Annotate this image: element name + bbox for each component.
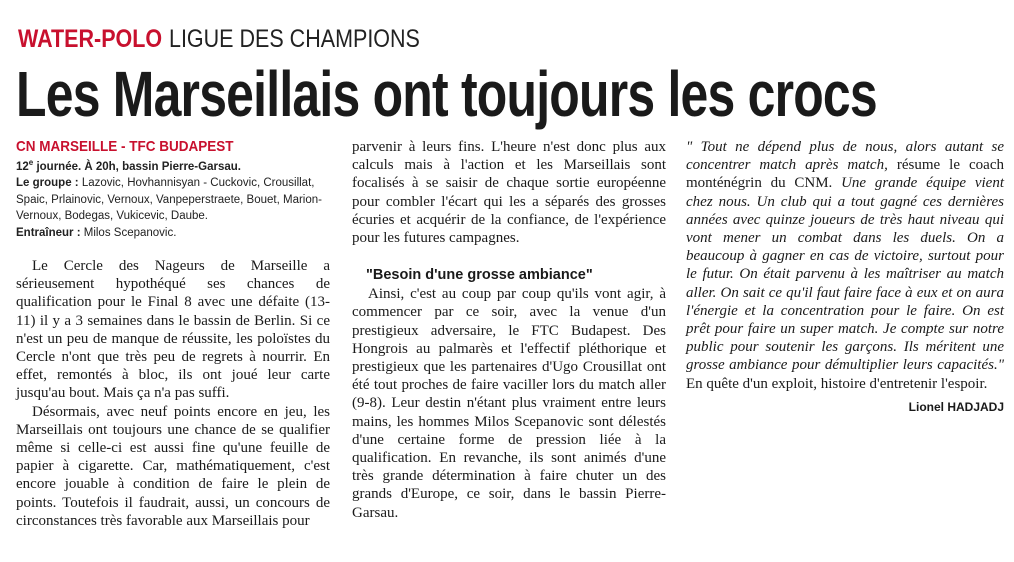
round-suffix: e	[28, 158, 34, 168]
round-number: 12	[16, 161, 29, 173]
paragraph-3: Ainsi, c'est au coup par coup qu'ils vont agir, à commencer par ce soir, avec la venue d'un prestigieux adversaire, le FTC Budapest. Des Hongrois au palmarès et l'effectif pléthorique et prestigieux que les partenaires d'Ugo Crousillat ont été tout proches de faire vaciller lors du match aller (9-8). Leur destin n'étant plus vraiment entre leurs mains, les hommes Milos Scepanovic sont délestés d'une certaine forme de pression liée à la qualification. En revanche, ils sont animés d'une très grande détermination à faire chuter un des grands d'Europe, ce soir, dans le bassin Pierre-Garsau.	[352, 286, 666, 521]
round-text: journée. À 20h, bassin Pierre-Garsau.	[33, 161, 241, 173]
squad-line	[16, 175, 330, 224]
closing-sentence: En quête d'un exploit, histoire d'entretenir l'espoir.	[686, 375, 988, 392]
coach-label: Entraîneur :	[16, 226, 81, 239]
section-kicker	[18, 24, 420, 54]
intertitle: "Besoin d'une grosse ambiance"	[366, 267, 593, 284]
paragraph-2: Désormais, avec neuf points encore en jeu, les Marseillais ont toujours une chance de se qualifier même si celle-ci est aussi fine qu'une feuille de papier à cigarette. Car, mathématiquement, c'est encore jouable à condition de faire le plein de points. Toutefois il faudrait, aussi, un concours de circonstances très favorable aux Marseillais pour	[16, 403, 330, 529]
paragraph-2-continued: parvenir à leurs fins. L'heure n'est donc plus aux calculs mais à l'action et les Marseillais sont focalisés à se saisir de chaque sortie européenne pour combler l'écart qui les a séparés des grosses écuries et acquérir de la confiance, de l'expérience pour les futures campagnes.	[352, 139, 666, 247]
paragraph-3-continued	[686, 138, 1004, 393]
coach-name: Milos Scepanovic.	[80, 226, 177, 239]
coach-line	[16, 225, 330, 241]
sport-label: WATER-POLO	[18, 25, 163, 53]
headline: Les Marseillais ont toujours les crocs	[16, 58, 877, 130]
paragraph-1: Le Cercle des Nageurs de Marseille a sérieusement hypothéqué ses chances de qualification pour le Final 8 avec une défaite (13-11) il y a 3 semaines dans le bassin de Berlin. Si ce n'est un peu de manque de réussite, les poloïstes du Cercle n'ont que très peu de regrets à nourrir. En effet, remontés à bloc, ils ont joué leur carte jusqu'au bout. Mais ça n'a pas suffi.	[16, 258, 330, 402]
match-title: CN MARSEILLE - TFC BUDAPEST	[16, 138, 234, 155]
quote-attribution: résume le coach monténégrin du CNM.	[686, 157, 1004, 192]
coach-quote-part-2: Une grande équipe vient chez nous. Un club qui a tout gagné ces dernières années avec quinze joueurs de très haut niveau qui vont mener un combat dans les duels. On a beaucoup à gagner en cas de victoire, surtout pour le futur. On était parvenu à les maîtriser au match aller. On sait ce qu'il faut faire face à eux et on aura l'énergie et la concentration pour le faire. On est prêt pour faire un super match. Je compte sur notre public pour soutenir les garçons. Ils méritent une grosse ambiance pour démultiplier leurs capacités."	[686, 175, 1004, 374]
article-column-1	[16, 138, 330, 530]
match-info	[16, 159, 330, 241]
competition-label: LIGUE DES CHAMPIONS	[168, 25, 420, 53]
article-column-2	[352, 138, 666, 522]
squad-label: Le groupe :	[16, 177, 79, 190]
round-line	[16, 159, 330, 175]
article-column-3	[686, 138, 1004, 415]
coach-quote-part-1: " Tout ne dépend plus de nous, alors autant se concentrer match après match,	[686, 139, 1004, 174]
squad-list: Lazovic, Hovhannisyan - Cuckovic, Crousillat, Spaic, Prlainovic, Vernoux, Vanpeperstraete, Bouet, Marion-Vernoux, Bodegas, Vukicevic, Daube.	[16, 177, 322, 223]
byline: Lionel HADJADJ	[908, 399, 1004, 414]
